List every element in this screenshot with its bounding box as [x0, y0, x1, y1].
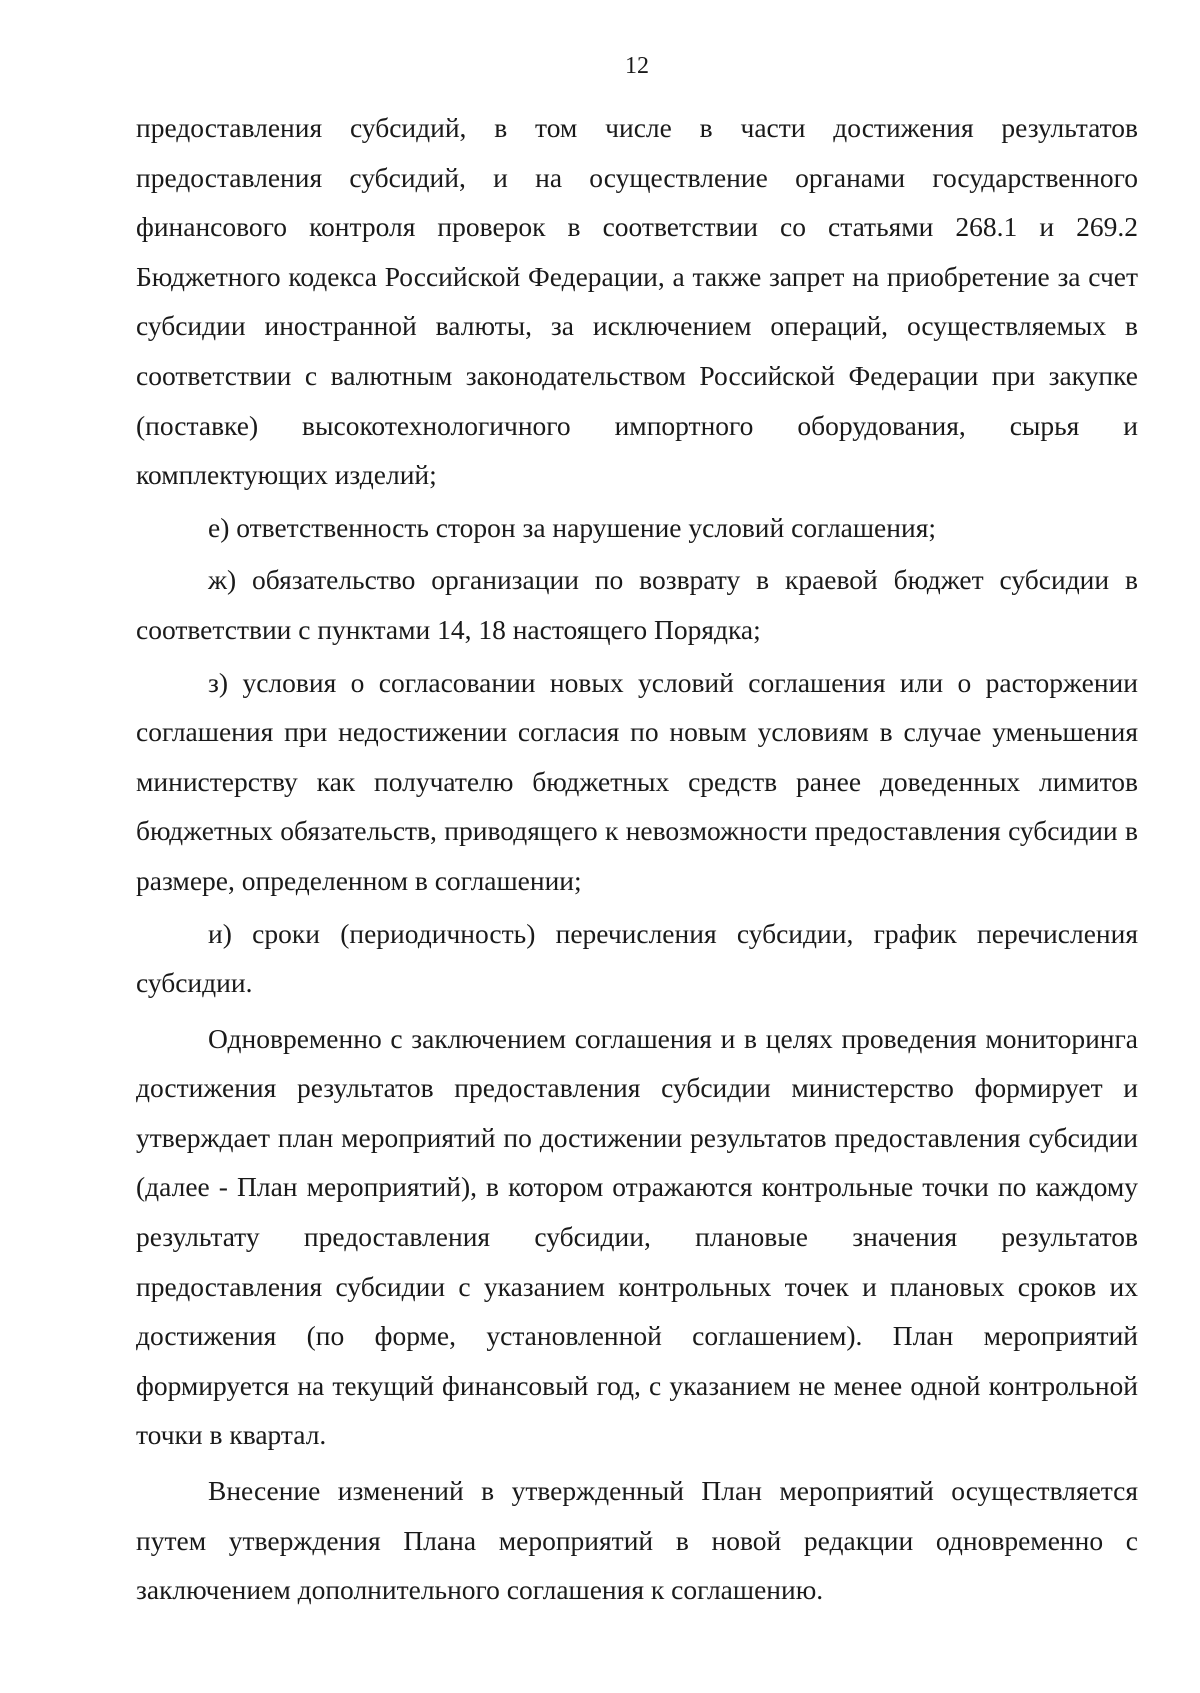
paragraph-item-i: и) сроки (периодичность) перечисления субсидии, график перечисления субсидии. — [136, 917, 1138, 999]
paragraph-item-zh: ж) обязательство организации по возврату в краевой бюджет субсидии в соответствии с пунктами 14, 18 настоящего Порядка; — [136, 564, 1138, 645]
paragraph-item-e: е) ответственность сторон за нарушение условий соглашения; — [208, 511, 936, 543]
page-number: 12 — [625, 53, 649, 79]
paragraph-continuation: предоставления субсидий, в том числе в части достижения результатов предоставления субсидий, и на осуществление органами государственного финансового контроля проверок в соответствии со статьями 268.1 и 269.2 Бюджетного кодекса Российской Федерации, а также запрет на приобретение за счет субсидии иностранной валюты, за исключением операций, осуществляемых в соответствии с валютным законодательством Российской Федерации при закупке (поставке) высокотехнологичного импортного оборудования, сырья и комплектующих изделий; — [136, 112, 1138, 491]
body-text — [136, 103, 1138, 1615]
paragraph-item-z: з) условия о согласовании новых условий соглашения или о расторжении соглашения при недостижении согласия по новым условиям в случае уменьшения министерству как получателю бюджетных средств ранее доведенных лимитов бюджетных обязательств, приводящего к невозможности предоставления субсидии в размере, определенном в соглашении; — [136, 666, 1138, 896]
paragraph-action-plan: Одновременно с заключением соглашения и в целях проведения мониторинга достижения результатов предоставления субсидии министерство формирует и утверждает план мероприятий по достижении результатов предоставления субсидии (далее - План мероприятий), в котором отражаются контрольные точки по каждому результату предоставления субсидии, плановые значения результатов предоставления субсидии с указанием контрольных точек и плановых сроков их достижения (по форме, установленной соглашением). План мероприятий формируется на текущий финансовый год, с указанием не менее одной контрольной точки в квартал. — [136, 1022, 1138, 1451]
paragraph-plan-changes: Внесение изменений в утвержденный План мероприятий осуществляется путем утверждения Плана мероприятий в новой редакции одновременно с заключением дополнительного соглашения к соглашению. — [136, 1475, 1138, 1606]
